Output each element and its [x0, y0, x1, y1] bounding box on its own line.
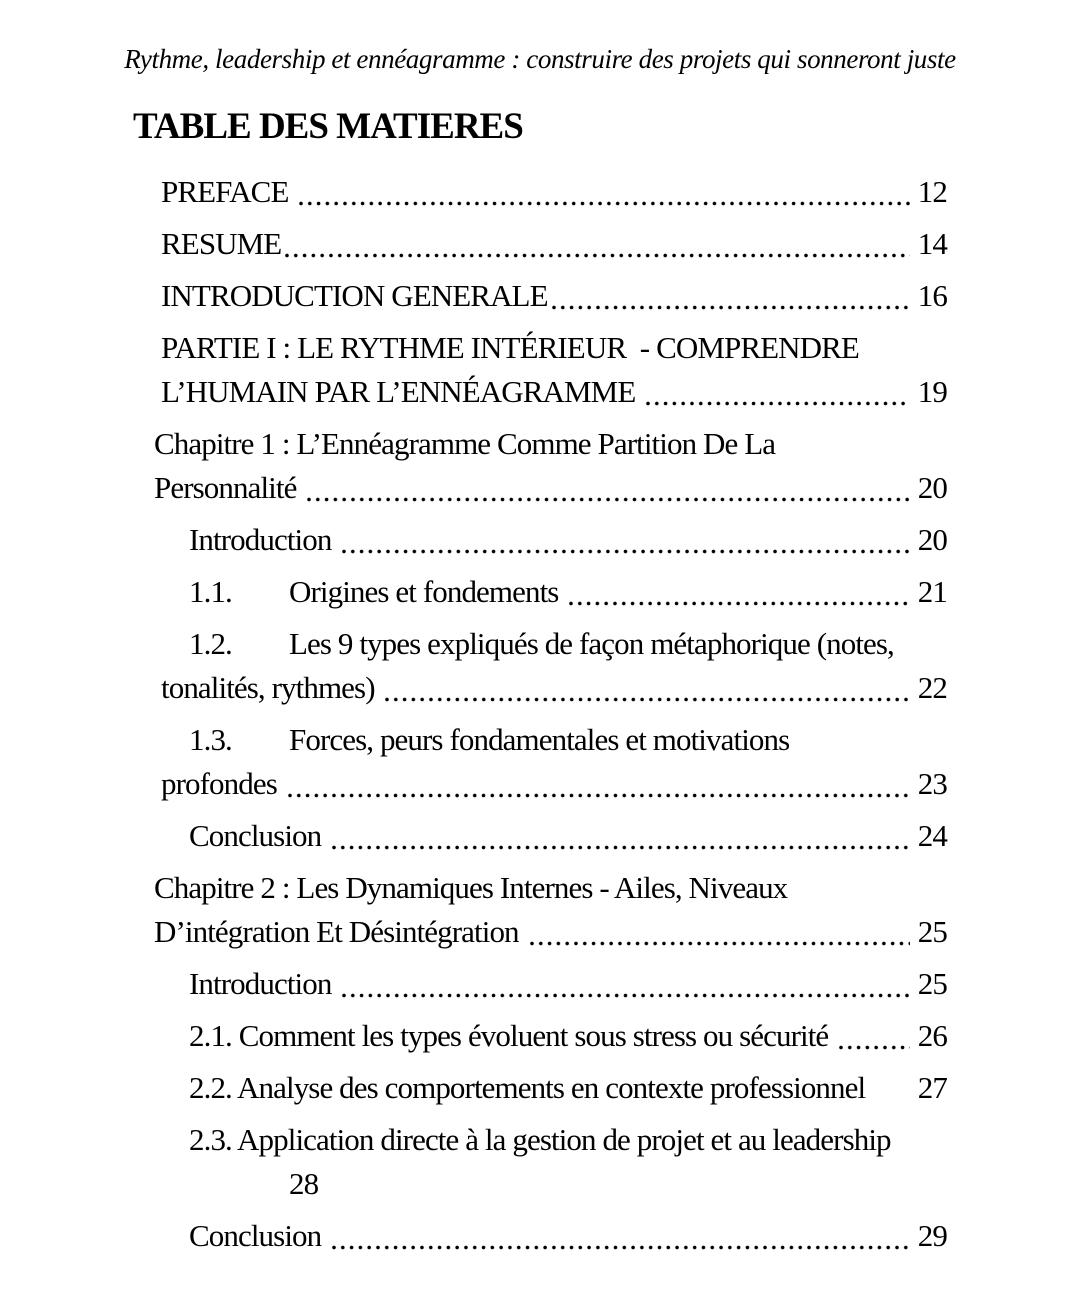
toc-entry-label: RESUME — [161, 226, 282, 261]
dot-leader — [305, 497, 910, 502]
toc-entry-line — [154, 466, 947, 510]
toc-entry-line — [161, 1214, 947, 1258]
toc-entry-label: Chapitre 1 : L’Ennéagramme Comme Partition De La — [154, 426, 776, 461]
toc-entry-line — [161, 1014, 947, 1058]
running-header: Rythme, leadership et ennéagramme : construire des projets qui sonneront juste — [124, 44, 956, 74]
toc-page-number: 20 — [917, 470, 947, 505]
toc-page-number: 28 — [289, 1166, 319, 1201]
toc-entry-line — [154, 866, 947, 910]
toc-page-number: 23 — [917, 766, 947, 801]
toc-entry-label: Introduction — [189, 966, 339, 1001]
toc-entry-label: PARTIE I : LE RYTHME INTÉRIEUR - COMPRENDRE — [161, 330, 859, 365]
toc-page-number: 29 — [917, 1218, 947, 1253]
toc-page-number: 22 — [917, 670, 947, 705]
toc-entry-line — [161, 370, 947, 414]
toc-entry — [161, 326, 947, 414]
toc-entry — [161, 622, 947, 710]
toc-entry-line — [161, 170, 947, 214]
toc-entry — [154, 866, 947, 954]
dot-leader — [567, 601, 909, 606]
toc-entry-number: 1.1. — [189, 574, 232, 609]
toc-entry — [161, 718, 947, 806]
toc-entry-line — [161, 762, 947, 806]
toc-entry — [161, 814, 947, 858]
toc-entry-label: PREFACE — [161, 174, 296, 209]
dot-leader — [867, 1097, 918, 1102]
toc-entry — [161, 1214, 947, 1258]
toc-entry-label: INTRODUCTION GENERALE — [161, 278, 548, 313]
toc-entry-label: L’HUMAIN PAR L’ENNÉAGRAMME — [161, 374, 643, 409]
toc-page-number: 12 — [917, 174, 947, 209]
dot-leader — [340, 993, 910, 998]
toc-entry-line — [154, 910, 947, 954]
toc-entry — [161, 962, 947, 1006]
toc-entry — [161, 170, 947, 214]
dot-leader — [383, 697, 909, 702]
toc-entry-line — [161, 962, 947, 1006]
toc-entry — [161, 570, 947, 614]
toc-entry-line — [161, 718, 947, 762]
dot-leader — [330, 1245, 910, 1250]
dot-leader — [286, 793, 910, 798]
toc-entry-label: Origines et fondements — [289, 574, 566, 609]
toc-entry-line — [161, 666, 947, 710]
toc-entry-line — [161, 326, 947, 370]
toc-page-number: 27 — [917, 1070, 947, 1105]
toc-page-number: 21 — [917, 574, 947, 609]
toc-entry — [161, 1118, 947, 1206]
toc-entry — [161, 222, 947, 266]
toc-entry — [161, 1066, 947, 1110]
toc-entry-line — [161, 570, 947, 614]
toc-entry-label: Conclusion — [189, 1218, 329, 1253]
toc-entry-label: D’intégration Et Désintégration — [154, 914, 526, 949]
toc-entry — [161, 274, 947, 318]
toc-entry-label: profondes — [161, 766, 284, 801]
toc-entry — [154, 422, 947, 510]
page-title: TABLE DES MATIERES — [133, 106, 523, 147]
toc-entry-line — [161, 1118, 947, 1162]
toc-entry-label: Les 9 types expliqués de façon métaphorique (notes, — [289, 626, 894, 661]
toc-entry-line — [161, 1162, 947, 1206]
toc-entry-label: tonalités, rythmes) — [161, 670, 382, 705]
toc-entry-number: 1.2. — [189, 626, 232, 661]
toc-entry — [161, 518, 947, 562]
toc-page-number: 25 — [917, 966, 947, 1001]
dot-leader — [644, 401, 910, 406]
toc-entry-line — [161, 222, 947, 266]
toc-entry-label: Personnalité — [154, 470, 304, 505]
toc-entry-label: Introduction — [189, 522, 339, 557]
toc-page-number: 26 — [917, 1018, 947, 1053]
toc-entry-label: Chapitre 2 : Les Dynamiques Internes - Ailes, Niveaux — [154, 870, 788, 905]
toc-entry-line — [161, 814, 947, 858]
toc-page-number: 20 — [917, 522, 947, 557]
toc-entry-label: Conclusion — [189, 818, 329, 853]
dot-leader — [330, 845, 910, 850]
toc-entry-line — [161, 622, 947, 666]
toc-entry-line — [161, 1066, 947, 1110]
dot-leader — [297, 201, 909, 206]
dot-leader — [550, 305, 910, 310]
toc-page-number: 16 — [917, 278, 947, 313]
dot-leader — [283, 253, 909, 258]
toc-entry-line — [154, 422, 947, 466]
toc-entry-label: 2.1. Comment les types évoluent sous stress ou sécurité — [189, 1018, 836, 1053]
toc-entry — [161, 1014, 947, 1058]
toc-entry-label: 2.3. Application directe à la gestion de projet et au leadership — [189, 1122, 891, 1157]
toc-page-number: 14 — [917, 226, 947, 261]
dot-leader — [340, 549, 910, 554]
dot-leader — [528, 941, 910, 946]
toc-entry-label: Forces, peurs fondamentales et motivations — [289, 722, 790, 757]
toc-entry-line — [161, 274, 947, 318]
toc-page-number: 24 — [917, 818, 947, 853]
toc-entry-line — [161, 518, 947, 562]
dot-leader — [837, 1045, 910, 1050]
toc-page-number: 19 — [917, 374, 947, 409]
toc-page-number: 25 — [917, 914, 947, 949]
table-of-contents — [154, 170, 947, 1258]
toc-entry-label: 2.2. Analyse des comportements en contexte professionnel — [189, 1070, 866, 1105]
toc-entry-number: 1.3. — [189, 722, 232, 757]
